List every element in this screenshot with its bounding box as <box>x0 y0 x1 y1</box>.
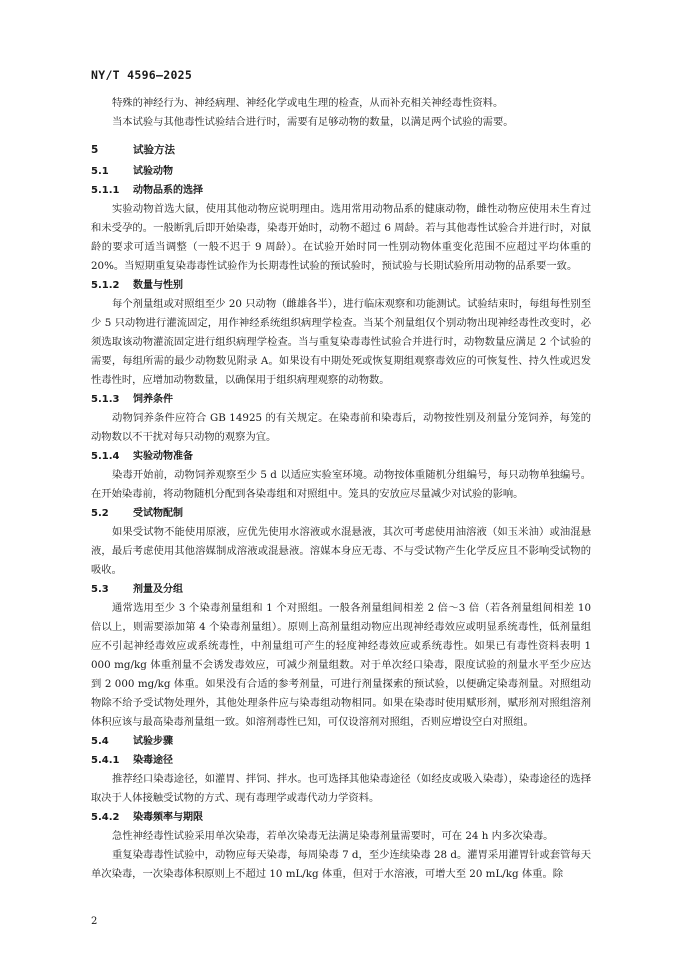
section-number: 5.1 <box>91 166 109 177</box>
paragraph: 动物饲养条件应符合 GB 14925 的有关规定。在染毒前和染毒后，动物按性别及剂量分笼饲养，每笼的动物数以不干扰对每只动物的观察为宜。 <box>91 412 591 443</box>
section-heading-5-1-4 <box>91 447 591 466</box>
paragraph: 急性神经毒性试验采用单次染毒，若单次染毒无法满足染毒剂量需要时，可在 24 h 内多次染毒。 <box>112 830 554 842</box>
section-heading-5-4 <box>91 732 591 751</box>
paragraph: 推荐经口染毒途径，如灌胃、拌饲、拌水。也可选择其他染毒途径（如经皮或吸入染毒），染毒途径的选择取决于人体接触受试物的方式、现有毒理学或毒代动力学资料。 <box>91 773 591 804</box>
section-title: 染毒途径 <box>133 755 173 766</box>
section-heading-5-1-3 <box>91 390 591 409</box>
section-title: 动物品系的选择 <box>133 185 203 196</box>
section-heading-5-1-2 <box>91 276 591 295</box>
section-number: 5.1.3 <box>91 394 120 405</box>
section-title: 试验动物 <box>133 166 173 177</box>
section-heading-5-1-1 <box>91 181 591 200</box>
section-heading-5-2 <box>91 504 591 523</box>
section-title: 受试物配制 <box>133 508 183 519</box>
section-title: 试验方法 <box>133 144 175 156</box>
section-heading-5-4-1 <box>91 751 591 770</box>
paragraph: 染毒开始前，动物饲养观察至少 5 d 以适应实验室环境。动物按体重随机分组编号，每只动物单独编号。在开始染毒前，将动物随机分配到各染毒组和对照组中。笼具的安放应尽量减少对试验的影响。 <box>91 469 591 500</box>
section-number: 5.2 <box>91 508 109 519</box>
section-title: 饲养条件 <box>133 394 173 405</box>
page-number: 2 <box>91 916 98 927</box>
paragraph: 当本试验与其他毒性试验结合进行时，需要有足够动物的数量，以满足两个试验的需要。 <box>112 116 514 128</box>
standard-number-header: NY/T 4596—2025 <box>91 68 193 82</box>
section-number: 5 <box>91 144 99 156</box>
paragraph: 每个剂量组或对照组至少 20 只动物（雌雄各半），进行临床观察和功能测试。试验结束时，每组每性别至少 5 只动物进行灌流固定，用作神经系统组织病理学检查。当某个剂量组仅个别动物出现神经毒性改变时，必须选取该动物灌流固定进行组织病理学检查。当与重复染毒毒性试验合并进行时，动物数量应满足 2 个试验的需要，每组所需的最少动物数见附录 A。如果设有中期处死或恢复期组观察毒效应的可恢复性、持久性或迟发性毒性时，应增加动物数量，以确保用于组织病理观察的动物数。 <box>91 298 591 386</box>
section-title: 数量与性别 <box>133 280 183 291</box>
section-heading-5 <box>91 139 591 162</box>
paragraph: 如果受试物不能使用原液，应优先使用水溶液或水混悬液，其次可考虑使用油溶液（如玉米油）或油混悬液，最后考虑使用其他溶媒制成溶液或混悬液。溶媒本身应无毒、不与受试物产生化学反应且不影响受试物的吸收。 <box>91 526 591 576</box>
section-heading-5-4-2 <box>91 808 591 827</box>
section-heading-5-3 <box>91 580 591 599</box>
paragraph: 通常选用至少 3 个染毒剂量组和 1 个对照组。一般各剂量组间相差 2 倍～3 倍（若各剂量组间相差 10 倍以上，则需要添加第 4 个染毒剂量组）。原则上高剂量组动物应出现神经毒效应或明显系统毒性，低剂量组应不引起神经毒效应或系统毒性，中剂量组可产生的轻度神经毒效应或系统毒性。如果已有毒性资料表明 1 000 mg/kg 体重剂量不会诱发毒效应，可减少剂量组数。对于单次经口染毒，限度试验的剂量水平至少应达到 2 000 mg/kg 体重。如果没有合适的参考剂量，可进行剂量探索的预试验，以便确定染毒剂量。对照组动物除不给予受试物处理外，其他处理条件应与染毒组动物相同。如果在染毒时使用赋形剂，赋形剂对照组溶剂体积应该与最高染毒剂量组一致。如溶剂毒性已知，可仅设溶剂对照组，否则应增设空白对照组。 <box>91 602 591 728</box>
section-number: 5.1.1 <box>91 185 120 196</box>
section-number: 5.4 <box>91 736 109 747</box>
section-number: 5.3 <box>91 584 109 595</box>
document-body <box>91 94 591 884</box>
section-title: 染毒频率与期限 <box>133 812 203 823</box>
section-heading-5-1 <box>91 162 591 181</box>
paragraph: 重复染毒毒性试验中，动物应每天染毒，每周染毒 7 d，至少连续染毒 28 d。灌胃采用灌胃针或套管每天单次染毒，一次染毒体积原则上不超过 10 mL/kg 体重，但对于水溶液，可增大至 20 mL/kg 体重。除 <box>91 849 591 880</box>
section-title: 实验动物准备 <box>133 451 193 462</box>
section-number: 5.4.1 <box>91 755 120 766</box>
section-number: 5.1.2 <box>91 280 120 291</box>
section-number: 5.1.4 <box>91 451 120 462</box>
section-title: 剂量及分组 <box>133 584 183 595</box>
paragraph: 实验动物首选大鼠，使用其他动物应说明理由。选用常用动物品系的健康动物，雌性动物应使用未生育过和未受孕的。一般断乳后即开始染毒，染毒开始时，动物不超过 6 周龄。若与其他毒性试验合并进行时，对鼠龄的要求可适当调整（一般不迟于 9 周龄）。在试验开始时同一性别动物体重变化范围不应超过平均体重的 20%。当短期重复染毒毒性试验作为长期毒性试验的预试验时，预试验与长期试验所用动物的品系要一致。 <box>91 203 591 272</box>
section-number: 5.4.2 <box>91 812 120 823</box>
paragraph: 特殊的神经行为、神经病理、神经化学或电生理的检查，从而补充相关神经毒性资料。 <box>112 97 504 109</box>
section-title: 试验步骤 <box>133 736 173 747</box>
